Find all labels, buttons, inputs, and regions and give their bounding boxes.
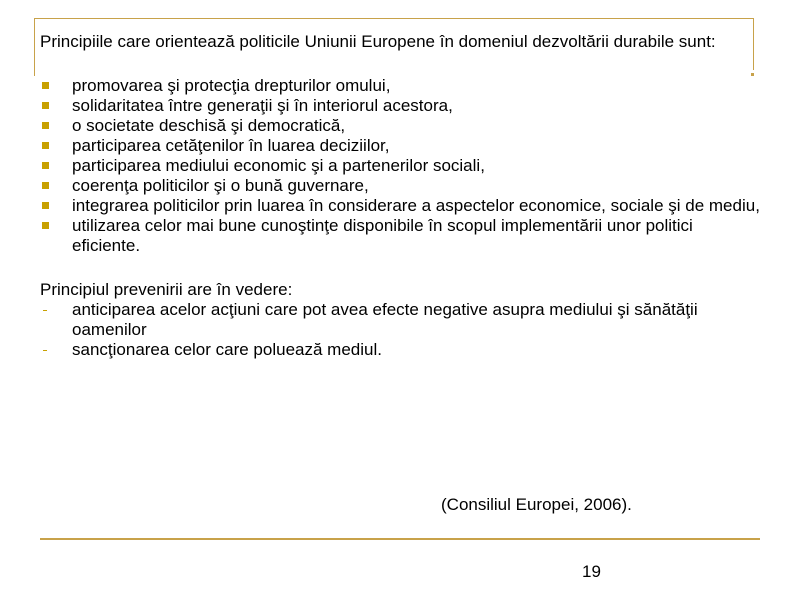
prevention-title: Principiul prevenirii are în vedere: [40, 280, 293, 299]
prevention-list [40, 300, 760, 360]
principle-item: integrarea politicilor prin luarea în considerare a aspectelor economice, sociale şi de mediu, [40, 196, 760, 216]
principle-item: participarea mediului economic şi a partenerilor sociali, [40, 156, 760, 176]
prevention-item: anticiparea acelor acţiuni care pot avea efecte negative asupra mediului şi sănătăţii oamenilor [40, 300, 760, 340]
citation: (Consiliul Europei, 2006). [441, 495, 632, 514]
slide-content [40, 32, 760, 360]
principle-item: solidaritatea între generaţii şi în interiorul acestora, [40, 96, 760, 116]
frame-left-border [34, 18, 35, 76]
frame-bottom-border [40, 538, 760, 540]
frame-top-border [34, 18, 754, 19]
intro-text: Principiile care orientează politicile Uniunii Europene în domeniul dezvoltării durabile sunt: [40, 32, 716, 51]
principle-item: o societate deschisă şi democratică, [40, 116, 760, 136]
prevention-item: sancţionarea celor care poluează mediul. [40, 340, 760, 360]
principle-item: participarea cetăţenilor în luarea deciziilor, [40, 136, 760, 156]
principle-item: coerenţa politicilor şi o bună guvernare, [40, 176, 760, 196]
principle-item: utilizarea celor mai bune cunoştinţe disponibile în scopul implementării unor politici eficiente. [40, 216, 760, 256]
page-number: 19 [582, 562, 601, 581]
principle-item: promovarea şi protecţia drepturilor omului, [40, 76, 760, 96]
principles-list [40, 76, 760, 256]
